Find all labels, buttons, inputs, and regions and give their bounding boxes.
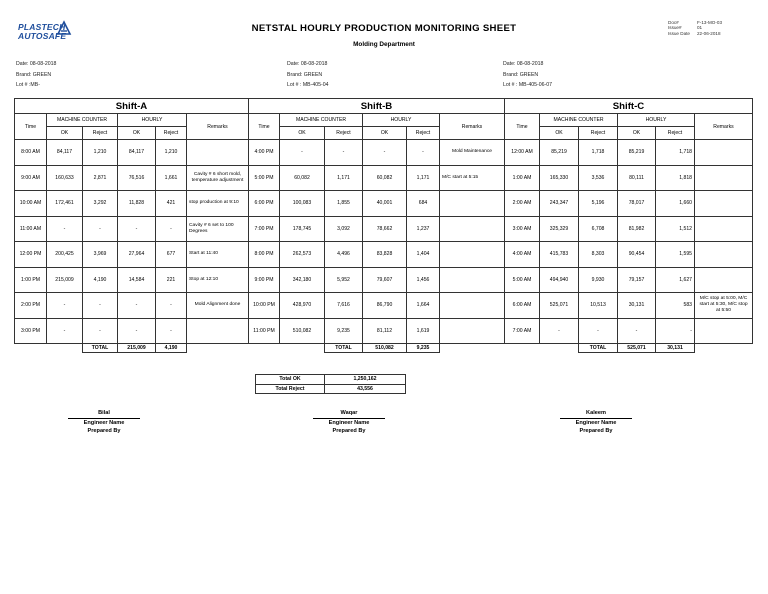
table-row [15,318,753,344]
shift-a-hourly-reject-cell: 677 [156,242,187,268]
shift-c-counter-reject-cell: 1,718 [579,140,618,166]
table-row [15,191,753,217]
shift-a-hourly-ok-cell: - [118,216,156,242]
shift-a-remarks-cell [187,140,249,166]
shift-a-counter-reject-cell: 1,210 [83,140,118,166]
header-ok: OK [280,127,325,140]
shift-b-remarks-cell [440,318,505,344]
shift-c-hourly-reject-cell: 583 [656,293,695,319]
shift-a-remarks-cell: Cavity # 6 short mold, temperature adjustment [187,165,249,191]
shift-c-time-cell: 4:00 AM [505,242,540,268]
shift-a-hourly-reject-cell: - [156,318,187,344]
shift-a-time-cell: 1:00 PM [15,267,47,293]
shift-a-time-cell: 8:00 AM [15,140,47,166]
header-reject: Reject [579,127,618,140]
total-ok-value: 1,250,162 [325,375,406,385]
header-ok: OK [618,127,656,140]
shift-c-hourly-ok-cell: 81,982 [618,216,656,242]
shift-c-hourly-ok-cell: 80,111 [618,165,656,191]
shift-b-counter-ok-cell: 428,970 [280,293,325,319]
shift-b-counter-ok-cell: - [280,140,325,166]
shift-b-counter-reject-cell: 9,235 [325,318,363,344]
shift-b-hourly-ok-cell: 86,790 [363,293,407,319]
shift-a-counter-reject-cell: 2,871 [83,165,118,191]
shift-c-hourly-ok-cell: 79,157 [618,267,656,293]
shift-c-counter-reject-cell: - [579,318,618,344]
shift-a-hourly-reject-cell: 221 [156,267,187,293]
shift-c-hourly-reject-cell: 1,818 [656,165,695,191]
shift-a-counter-reject-cell: - [83,293,118,319]
header-remarks: Remarks [695,114,753,140]
shift-c-remarks-cell [695,242,753,268]
shift-b-hourly-reject-cell: 1,237 [407,216,440,242]
shift-c-hourly-ok-cell: 85,219 [618,140,656,166]
table-row [15,267,753,293]
shift-b-total-ok: 510,082 [363,344,407,353]
shift-c-remarks-cell: M/C stop at 5:00, M/C start at 5:30, M/C stop at 5:50 [695,293,753,319]
shift-c-time-cell: 5:00 AM [505,267,540,293]
shift-a-time-cell: 12:00 PM [15,242,47,268]
header-reject: Reject [407,127,440,140]
shift-c-remarks-cell [695,191,753,217]
shift-a-total-label: TOTAL [83,344,118,353]
shift-c-brand: Brand: GREEN [503,71,539,78]
shift-b-time-cell: 6:00 PM [249,191,280,217]
shift-c-total-reject: 30,131 [656,344,695,353]
logo-text-line1: PLASTECH [18,22,66,32]
shift-a-time-cell: 11:00 AM [15,216,47,242]
shift-b-hourly-ok-cell: 40,001 [363,191,407,217]
header-ok: OK [363,127,407,140]
shift-b-time-cell: 5:00 PM [249,165,280,191]
shift-c-hourly-reject-cell: 1,627 [656,267,695,293]
shift-c-hourly-reject-cell: - [656,318,695,344]
shift-c-lot: Lot # : MB-405-06-07 [503,82,553,88]
shift-c-hourly-reject-cell: 1,660 [656,191,695,217]
shift-c-counter-ok-cell: 325,329 [540,216,579,242]
header-time: Time [249,114,280,140]
shift-a-counter-ok-cell: - [47,216,83,242]
shift-a-hourly-ok-cell: - [118,318,156,344]
shift-a-hourly-ok-cell: 27,964 [118,242,156,268]
shift-c-hourly-ok-cell: 90,454 [618,242,656,268]
shift-c-counter-reject-cell: 6,708 [579,216,618,242]
signature-role: Engineer Name [328,419,370,426]
shift-a-counter-reject-cell: 3,969 [83,242,118,268]
shift-c-time-cell: 3:00 AM [505,216,540,242]
signature-caption: Prepared By [87,428,121,434]
shift-c-title: Shift-C [505,99,753,114]
shift-a-time-cell: 9:00 AM [15,165,47,191]
signature-block-1 [64,409,144,436]
shift-c-remarks-cell [695,165,753,191]
shift-a-hourly-reject-cell: - [156,293,187,319]
shift-b-remarks-cell [440,293,505,319]
shift-a-remarks-cell: Mold Alignment done [187,293,249,319]
shift-c-hourly-reject-cell: 1,512 [656,216,695,242]
shift-c-date: Date: 08-08-2018 [503,61,544,67]
issue-date-label: Issue Date [668,30,690,36]
shift-a-time-cell: 3:00 PM [15,318,47,344]
shift-b-time-cell: 9:00 PM [249,267,280,293]
header-time: Time [505,114,540,140]
header-hourly: HOURLY [618,114,695,127]
signature-name: Bilal [68,409,140,419]
shift-b-counter-reject-cell: 3,092 [325,216,363,242]
shift-a-title: Shift-A [15,99,249,114]
signature-role: Engineer Name [83,419,125,426]
shift-c-hourly-reject-cell: 1,718 [656,140,695,166]
shift-b-counter-reject-cell: 1,855 [325,191,363,217]
shift-b-hourly-reject-cell: 684 [407,191,440,217]
shift-a-remarks-cell: Start at 11:40 [187,242,249,268]
logo-text-line2: AUTOSAFE [18,31,67,41]
shift-c-counter-ok-cell: - [540,318,579,344]
page-title: NETSTAL HOURLY PRODUCTION MONITORING SHEET [251,23,517,34]
header-time: Time [15,114,47,140]
shift-b-brand: Brand: GREEN [287,71,323,78]
department-subtitle: Molding Department [353,41,415,48]
shift-b-date: Date: 08-08-2018 [287,61,328,67]
shift-b-hourly-reject-cell: - [407,140,440,166]
document-info [668,20,722,36]
header-hourly: HOURLY [118,114,187,127]
shift-b-counter-reject-cell: - [325,140,363,166]
shift-c-counter-reject-cell: 10,513 [579,293,618,319]
shift-c-counter-ok-cell: 165,330 [540,165,579,191]
header-remarks: Remarks [440,114,505,140]
shift-a-hourly-ok-cell: 14,584 [118,267,156,293]
shift-c-counter-ok-cell: 85,219 [540,140,579,166]
shift-c-time-cell: 1:00 AM [505,165,540,191]
shift-b-time-cell: 11:00 PM [249,318,280,344]
shift-b-counter-reject-cell: 7,616 [325,293,363,319]
shift-b-time-cell: 4:00 PM [249,140,280,166]
doc-number-value: F-13-MO-03 [697,20,723,25]
shift-b-hourly-reject-cell: 1,456 [407,267,440,293]
shift-b-hourly-ok-cell: 81,112 [363,318,407,344]
shift-b-counter-ok-cell: 60,082 [280,165,325,191]
shift-b-remarks-cell [440,191,505,217]
header-ok: OK [540,127,579,140]
table-body [15,140,753,344]
shift-a-date: Date: 08-08-2018 [16,61,57,67]
shift-b-title: Shift-B [249,99,505,114]
shift-b-hourly-ok-cell: 83,828 [363,242,407,268]
table-row [15,242,753,268]
shift-a-counter-ok-cell: 215,009 [47,267,83,293]
shift-b-hourly-reject-cell: 1,404 [407,242,440,268]
header-reject: Reject [83,127,118,140]
signature-block-3 [556,409,636,436]
shift-c-time-cell: 12:00 AM [505,140,540,166]
total-ok-label: Total OK [256,375,325,385]
shift-c-counter-reject-cell: 5,196 [579,191,618,217]
shift-a-counter-ok-cell: 200,425 [47,242,83,268]
header-reject: Reject [325,127,363,140]
signature-role: Engineer Name [575,419,617,426]
doc-number-label: Doc# [668,20,679,25]
shift-c-hourly-ok-cell: 78,017 [618,191,656,217]
shift-a-time-cell: 10:00 AM [15,191,47,217]
signature-block-2 [309,409,389,436]
shift-c-counter-ok-cell: 243,347 [540,191,579,217]
shift-a-counter-ok-cell: - [47,293,83,319]
shift-a-time-cell: 2:00 PM [15,293,47,319]
shift-c-remarks-cell [695,140,753,166]
shift-c-remarks-cell [695,318,753,344]
shift-a-hourly-reject-cell: 421 [156,191,187,217]
shift-a-total-ok: 215,009 [118,344,156,353]
signature-name: Waqar [313,409,385,419]
header-ok: OK [47,127,83,140]
shift-c-remarks-cell [695,216,753,242]
shift-c-time-cell: 6:00 AM [505,293,540,319]
shift-a-hourly-ok-cell: 76,516 [118,165,156,191]
shift-b-total-reject: 9,235 [407,344,440,353]
shift-b-hourly-ok-cell: - [363,140,407,166]
issue-date-value: 22-06-2018 [697,30,721,36]
shift-a-total-reject: 4,190 [156,344,187,353]
shift-c-counter-reject-cell: 9,930 [579,267,618,293]
shift-b-counter-ok-cell: 178,745 [280,216,325,242]
shift-b-remarks-cell [440,267,505,293]
shift-b-lot: Lot # : MB-405-04 [287,82,329,88]
shift-a-remarks-cell [187,318,249,344]
shift-b-remarks-cell: M/C start at 5:15 [440,165,505,191]
shift-a-remarks-cell: Cavity # 6 set to 100 Degrees [187,216,249,242]
shift-a-counter-ok-cell: 160,633 [47,165,83,191]
header-hourly: HOURLY [363,114,440,127]
shift-b-counter-ok-cell: 262,573 [280,242,325,268]
shift-c-remarks-cell [695,267,753,293]
shift-a-remarks-cell: stop production at 9:10 [187,191,249,217]
shift-a-info [16,59,56,91]
shift-b-hourly-ok-cell: 79,607 [363,267,407,293]
shift-b-remarks-cell [440,242,505,268]
shift-b-counter-ok-cell: 100,083 [280,191,325,217]
shift-b-time-cell: 8:00 PM [249,242,280,268]
shift-a-remarks-cell: Stop at 12:10 [187,267,249,293]
shift-a-counter-reject-cell: - [83,216,118,242]
shift-a-counter-ok-cell: 84,117 [47,140,83,166]
header-machine-counter: MACHINE COUNTER [540,114,618,127]
header-reject: Reject [656,127,695,140]
header-remarks: Remarks [187,114,249,140]
shift-c-time-cell: 2:00 AM [505,191,540,217]
shift-c-total-label: TOTAL [579,344,618,353]
issue-date-row [668,31,722,36]
table-row [15,140,753,166]
table-row [15,293,753,319]
table-row [15,165,753,191]
shift-a-hourly-ok-cell: - [118,293,156,319]
header-ok: OK [118,127,156,140]
total-reject-label: Total Reject [256,384,325,394]
shift-a-counter-reject-cell: - [83,318,118,344]
header-reject: Reject [156,127,187,140]
shift-c-counter-ok-cell: 415,783 [540,242,579,268]
shift-c-hourly-ok-cell: - [618,318,656,344]
shift-c-counter-reject-cell: 3,536 [579,165,618,191]
shift-b-counter-reject-cell: 4,496 [325,242,363,268]
shift-b-hourly-reject-cell: 1,171 [407,165,440,191]
shift-a-counter-ok-cell: 172,461 [47,191,83,217]
shift-b-info [287,59,329,91]
shift-c-counter-reject-cell: 8,303 [579,242,618,268]
shift-b-counter-ok-cell: 342,180 [280,267,325,293]
shift-b-time-cell: 7:00 PM [249,216,280,242]
shift-c-hourly-ok-cell: 30,131 [618,293,656,319]
shift-b-hourly-reject-cell: 1,664 [407,293,440,319]
issue-number-label: Issue# [668,25,682,31]
total-reject-value: 43,556 [325,384,406,394]
issue-number-value: 01 [697,25,703,31]
shift-a-counter-ok-cell: - [47,318,83,344]
shift-a-hourly-reject-cell: - [156,216,187,242]
shift-b-hourly-ok-cell: 78,662 [363,216,407,242]
shift-c-counter-ok-cell: 525,071 [540,293,579,319]
shift-c-info [503,59,552,91]
shift-b-hourly-ok-cell: 60,082 [363,165,407,191]
shift-c-time-cell: 7:00 AM [505,318,540,344]
shift-b-time-cell: 10:00 PM [249,293,280,319]
shift-a-hourly-ok-cell: 84,117 [118,140,156,166]
signature-name: Kaleem [560,409,632,419]
shift-b-remarks-cell: Mold Maintenance [440,140,505,166]
grand-totals-table [255,374,406,394]
shift-a-hourly-ok-cell: 11,828 [118,191,156,217]
table-row [15,216,753,242]
shift-b-hourly-reject-cell: 1,619 [407,318,440,344]
header-machine-counter: MACHINE COUNTER [280,114,363,127]
shift-a-brand: Brand: GREEN [16,71,52,78]
signature-caption: Prepared By [332,428,366,434]
shift-a-counter-reject-cell: 4,190 [83,267,118,293]
shift-b-remarks-cell [440,216,505,242]
production-table [14,98,753,353]
signature-caption: Prepared By [579,428,613,434]
shift-c-total-ok: 525,071 [618,344,656,353]
shift-b-counter-ok-cell: 510,082 [280,318,325,344]
shift-b-counter-reject-cell: 5,952 [325,267,363,293]
shift-a-hourly-reject-cell: 1,210 [156,140,187,166]
shift-c-counter-ok-cell: 494,940 [540,267,579,293]
shift-a-hourly-reject-cell: 1,661 [156,165,187,191]
shift-a-counter-reject-cell: 3,292 [83,191,118,217]
header-machine-counter: MACHINE COUNTER [47,114,118,127]
shift-a-lot: Lot # :MB- [16,82,40,88]
shift-c-hourly-reject-cell: 1,595 [656,242,695,268]
shift-b-total-label: TOTAL [325,344,363,353]
shift-b-counter-reject-cell: 1,171 [325,165,363,191]
